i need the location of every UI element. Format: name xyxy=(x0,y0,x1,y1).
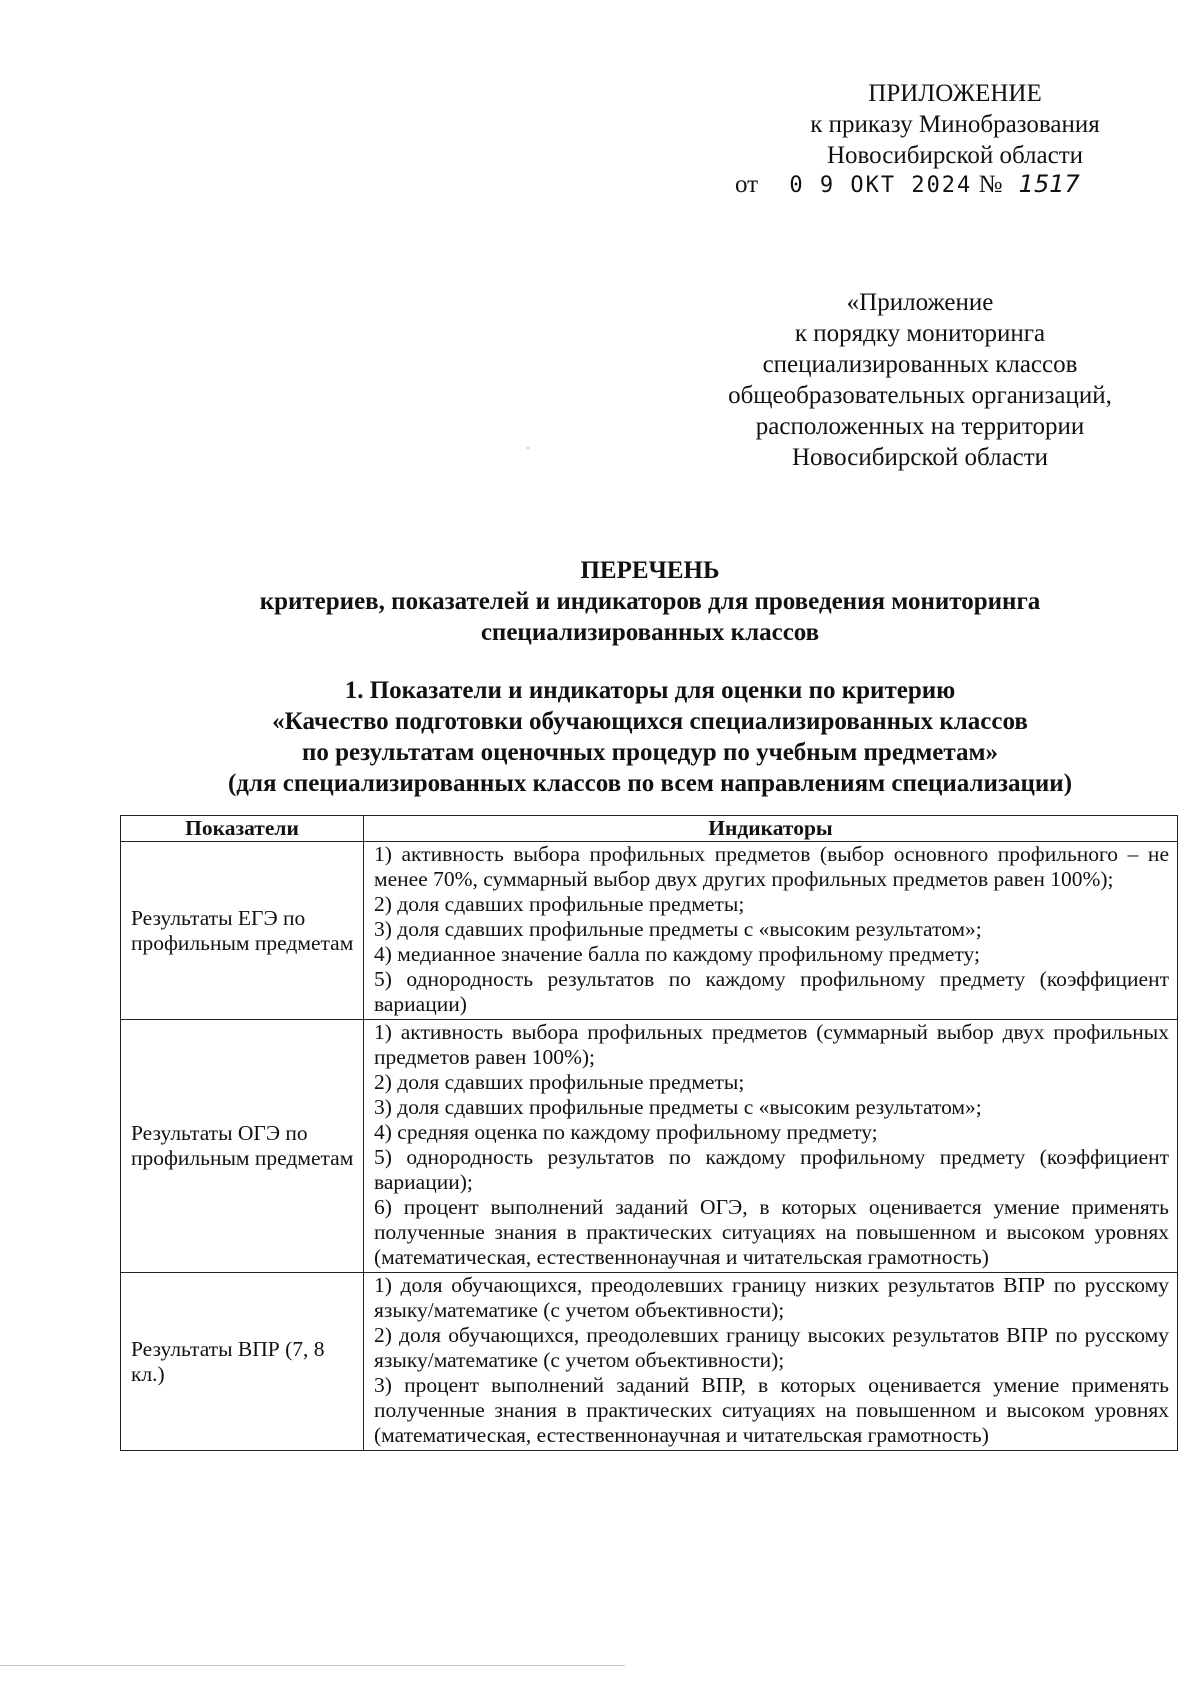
criteria-item: 2) доля сдавших профильные предметы; xyxy=(374,1070,745,1094)
section-line: по результатам оценочных процедур по учебным предметам» xyxy=(302,739,998,766)
criteria-item: 1) доля обучающихся, преодолевших границу низких результатов ВПР по русскому языку/математике (с учетом объективности); xyxy=(374,1273,1169,1322)
criteria-item: 1) активность выбора профильных предметов (суммарный выбор двух профильных предметов равен 100%); xyxy=(374,1020,1169,1069)
from-label: от xyxy=(735,171,759,198)
criteria-item: 3) процент выполнений заданий ВПР, в которых оценивается умение применять полученные знания в практических ситуациях на повышенном и высоком уровнях (математическая, естественнонаучная и читательская грамотность) xyxy=(374,1373,1169,1447)
section-line: «Качество подготовки обучающихся специализированных классов xyxy=(272,708,1028,735)
table-row xyxy=(121,1020,1178,1273)
appendix-line: «Приложение xyxy=(846,289,994,316)
appendix-line: общеобразовательных организаций, xyxy=(728,382,1112,409)
criteria-item: 5) однородность результатов по каждому профильному предмету (коэффициент вариации); xyxy=(374,1145,1169,1194)
indicator-cell: Результаты ОГЭ по профильным предметам xyxy=(121,1020,364,1273)
appendix-line: к порядку мониторинга xyxy=(794,320,1046,347)
criteria-item: 4) средняя оценка по каждому профильному предмету; xyxy=(374,1120,878,1144)
scan-speck xyxy=(527,447,529,449)
column-header-indicators: Показатели xyxy=(121,816,364,842)
criteria-cell xyxy=(364,1273,1178,1451)
header-line: к приказу Минобразования xyxy=(810,111,1100,138)
footer-divider xyxy=(0,1665,625,1666)
title-line: ПЕРЕЧЕНЬ xyxy=(580,557,720,584)
handwritten-number: 1517 xyxy=(1018,170,1080,198)
criteria-cell xyxy=(364,1020,1178,1273)
order-header xyxy=(740,78,1170,171)
stamped-date: 0 9 ОКТ 2024 xyxy=(789,173,973,198)
indicator-cell: Результаты ЕГЭ по профильным предметам xyxy=(121,842,364,1020)
appendix-line: расположенных на территории xyxy=(755,413,1085,440)
order-date-number xyxy=(735,170,1080,199)
title-line: критериев, показателей и индикаторов для проведения мониторинга xyxy=(259,588,1041,615)
table-row xyxy=(121,1273,1178,1451)
number-sign: № xyxy=(978,171,1003,198)
section-line: 1. Показатели и индикаторы для оценки по критерию xyxy=(344,677,956,704)
criteria-item: 3) доля сдавших профильные предметы с «высоким результатом»; xyxy=(374,1095,982,1119)
criteria-item: 2) доля сдавших профильные предметы; xyxy=(374,892,745,916)
criteria-item: 4) медианное значение балла по каждому профильному предмету; xyxy=(374,942,980,966)
appendix-line: специализированных классов xyxy=(762,351,1078,378)
header-line: ПРИЛОЖЕНИЕ xyxy=(868,80,1042,107)
appendix-header xyxy=(670,287,1170,473)
criteria-table xyxy=(120,815,1178,1451)
table-header-row xyxy=(121,816,1178,842)
title-line: специализированных классов xyxy=(480,619,820,646)
column-header-criteria: Индикаторы xyxy=(364,816,1178,842)
criteria-item: 5) однородность результатов по каждому профильному предмету (коэффициент вариации) xyxy=(374,967,1169,1016)
criteria-item: 1) активность выбора профильных предметов (выбор основного профильного – не менее 70%, суммарный выбор двух других профильных предметов равен 100%); xyxy=(374,842,1169,891)
header-line: Новосибирской области xyxy=(826,142,1084,169)
criteria-item: 3) доля сдавших профильные предметы с «высоким результатом»; xyxy=(374,917,982,941)
criteria-item: 6) процент выполнений заданий ОГЭ, в которых оценивается умение применять полученные знания в практических ситуациях на повышенном и высоком уровнях (математическая, естественнонаучная и читательская грамотность) xyxy=(374,1195,1169,1269)
document-title xyxy=(120,555,1180,648)
section-title xyxy=(120,675,1180,799)
table-row xyxy=(121,842,1178,1020)
criteria-cell xyxy=(364,842,1178,1020)
criteria-item: 2) доля обучающихся, преодолевших границу высоких результатов ВПР по русскому языку/математике (с учетом объективности); xyxy=(374,1323,1169,1372)
section-line: (для специализированных классов по всем направлениям специализации) xyxy=(227,770,1073,797)
indicator-cell: Результаты ВПР (7, 8 кл.) xyxy=(121,1273,364,1451)
appendix-line: Новосибирской области xyxy=(791,444,1049,471)
